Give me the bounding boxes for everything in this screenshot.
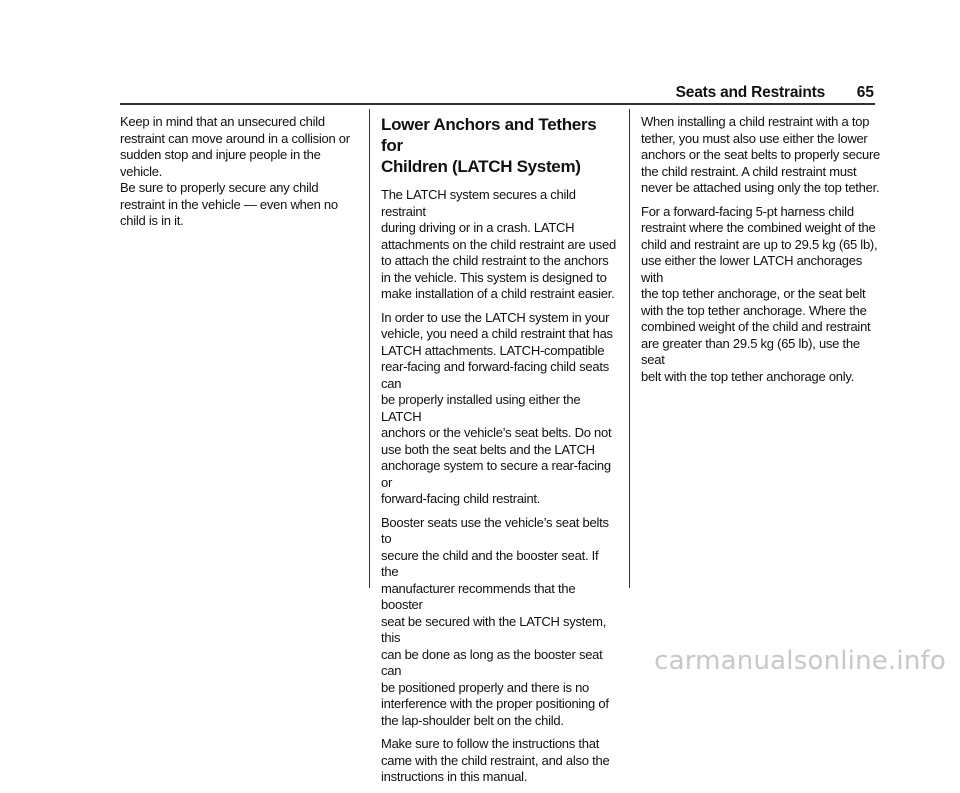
paragraph: When installing a child restraint with a top tether, you must also use either the lower anchors or the seat belts to properly secure the child restraint. A child restraint must never be attached using only the top tether.: [641, 114, 881, 195]
paragraph: The LATCH system secures a child restraint during driving or in a crash. LATCH attachments on the child restraint are used to attach the child restraint to the anchors in the vehicle. This system is designed to make installation of a child restraint easier.: [381, 187, 616, 301]
header-rule: [120, 103, 875, 105]
page-number: 65: [856, 84, 874, 101]
paragraph: Keep in mind that an unsecured child restraint can move around in a collision or sudden stop and injure people in the vehicle. Be sure to properly secure any child restraint in the vehicle — even when no child is in it.: [120, 114, 350, 228]
paragraph: For a forward-facing 5-pt harness child restraint where the combined weight of the child and restraint are up to 29.5 kg (65 lb), use either the lower LATCH anchorages with the top tether anchorage, or the seat belt with the top tether anchorage. Where the combined weight of the child and restraint are greater than 29.5 kg (65 lb), use the seat belt with the top tether anchorage only.: [641, 203, 878, 384]
column-divider: [369, 109, 370, 588]
column-3: [641, 114, 881, 392]
section-heading: Lower Anchors and Tethers for Children (LATCH System): [381, 115, 597, 176]
column-divider: [629, 109, 630, 588]
paragraph: Make sure to follow the instructions that came with the child restraint, and also the instructions in this manual.: [381, 736, 610, 784]
paragraph: In order to use the LATCH system in your vehicle, you need a child restraint that has LATCH attachments. LATCH-compatible rear-facing and forward-facing child seats can be properly installed using either the LATCH anchors or the vehicle’s seat belts. Do not use both the seat belts and the LATCH anchorage system to secure a rear-facing or forward-facing child restraint.: [381, 309, 613, 506]
paragraph: Booster seats use the vehicle’s seat belts to secure the child and the booster seat. If the manufacturer recommends that the booster seat be secured with the LATCH system, this can be done as long as the booster seat can be positioned properly and there is no interference with the proper positioning of the lap-shoulder belt on the child.: [381, 514, 609, 728]
watermark: carmanualsonline.info: [654, 646, 946, 676]
page-header: [0, 84, 960, 104]
column-1: [120, 114, 358, 237]
column-2: [381, 114, 619, 793]
section-title: Seats and Restraints: [675, 84, 825, 101]
